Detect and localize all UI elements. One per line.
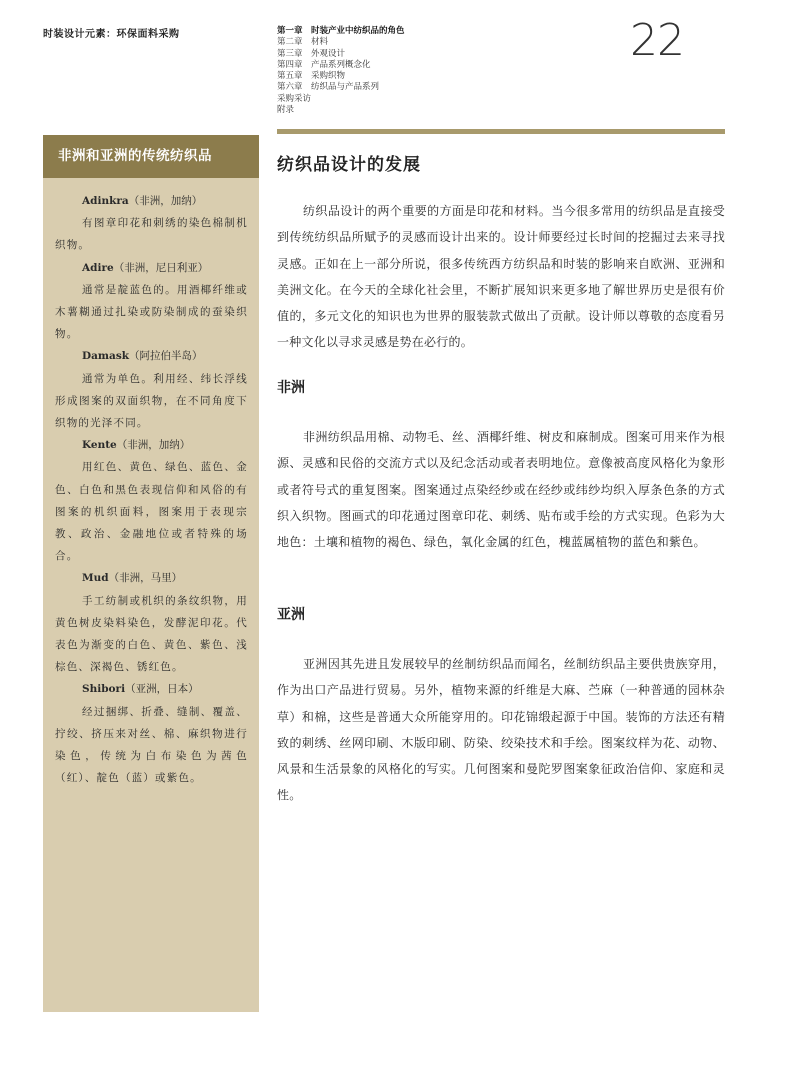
sidebar-glossary — [43, 178, 259, 1012]
glossary-description: 有图章印花和刺绣的染色棉制机织物。 — [55, 217, 248, 252]
chapter-navigation — [277, 26, 405, 116]
chapter-nav-item-4[interactable]: 第四章 产品系列概念化 — [277, 59, 371, 70]
term-name: Adinkra — [82, 195, 129, 207]
chapter-nav-item-5[interactable]: 第五章 采购织物 — [277, 71, 346, 82]
glossary-description: 用红色、黄色、绿色、蓝色、金色、白色和黑色表现信仰和风俗的有图案的机织面料，图案用于表现宗教、政治、金融地位或者特殊的场合。 — [55, 461, 248, 563]
term-name: Adire — [82, 261, 114, 274]
page-number: 22 — [630, 15, 684, 66]
section-paragraph-asia: 亚洲因其先进且发展较早的丝制纺织品而闻名，丝制纺织品主要供贵族穿用，作为出口产品进行贸易。另外，植物来源的纤维是大麻、苎麻（一种普通的园林杂草）和棉，这些是普通大众所能穿用的。印花锦缎起源于中国。装饰的方法还有精致的刺绣、丝网印刷、木版印刷、防染、绞染技术和手绘。图案纹样为花、动物、风景和生活景象的风格化的写实。几何图案和曼陀罗图案象征政治信仰、家庭和灵性。 — [277, 657, 725, 803]
chapter-nav-item-1[interactable]: 第一章 时装产业中纺织品的角色 — [277, 26, 405, 36]
term-origin: （非洲，马里） — [108, 572, 183, 585]
term-name: Shibori — [82, 683, 126, 696]
term-name: Mud — [82, 572, 109, 585]
section-paragraph-africa: 非洲纺织品用棉、动物毛、丝、酒椰纤维、树皮和麻制成。图案可用来作为根源、灵感和民俗的交流方式以及纪念活动或者表明地位。意像被高度风格化为象形或者符号式的重复图案。图案通过点染经纱或在经纱或纬纱均织入厚条色条的方式织入织物。图画式的印花通过图章印花、刺绣、贴布或手绘的方式实现。色彩为大地色：土壤和植物的褐色、绿色，氧化金属的红色，槐蓝属植物的蓝色和紫色。 — [277, 430, 725, 550]
glossary-term — [55, 434, 248, 456]
glossary-term — [55, 190, 248, 212]
chapter-nav-item-appendix[interactable]: 附录 — [277, 105, 295, 116]
section-heading-africa: 非洲 — [277, 380, 305, 396]
chapter-nav-item-3[interactable]: 第三章 外观设计 — [277, 48, 346, 59]
term-name: Kente — [82, 439, 117, 452]
glossary-term — [55, 678, 248, 700]
glossary-description: 通常是靛蓝色的。用酒椰纤维或木薯糊通过扎染或防染制成的蚕染织物。 — [55, 283, 248, 341]
header-divider-rule — [277, 129, 725, 134]
glossary-description: 手工纺制或机织的条纹织物，用黄色树皮染料染色，发酵泥印花。代表色为渐变的白色、黄色、紫色、浅棕色、深褐色、锈红色。 — [55, 594, 248, 674]
term-origin: （亚洲，日本） — [125, 683, 199, 696]
book-title: 时装设计元素：环保面料采购 — [43, 29, 180, 40]
term-origin: （非洲，尼日利亚） — [113, 261, 209, 274]
glossary-description: 通常为单色。利用经、纬长浮线形成图案的双面织物，在不同角度下织物的光泽不同。 — [55, 372, 248, 430]
intro-paragraph: 纺织品设计的两个重要的方面是印花和材料。当今很多常用的纺织品是直接受到传统纺织品所赋予的灵感而设计出来的。设计师要经过长时间的挖掘过去来寻找灵感。正如在上一部分所说，很多传统西方纺织品和时装的影响来自欧洲、亚洲和美洲文化。在今天的全球化社会里，不断扩展知识来更多地了解世界历史是很有价值的，多元文化的知识也为世界的服装款式做出了贡献。设计师以尊敬的态度看另一种文化以寻求灵感是势在必行的。 — [277, 204, 725, 350]
glossary-description: 经过捆绑、折叠、缝制、覆盖、拧绞、挤压来对丝、棉、麻织物进行染色，传统为白布染色为茜色（红）、靛色（蓝）或紫色。 — [55, 705, 248, 785]
chapter-nav-item-interview[interactable]: 采购采访 — [277, 93, 312, 104]
article-title: 纺织品设计的发展 — [277, 155, 421, 175]
term-origin: （非洲，加纳） — [128, 195, 203, 207]
chapter-nav-item-6[interactable]: 第六章 纺织品与产品系列 — [277, 82, 380, 93]
glossary-term — [55, 567, 248, 589]
glossary-term — [55, 345, 248, 367]
section-heading-asia: 亚洲 — [277, 607, 305, 623]
term-origin: （阿拉伯半岛） — [129, 350, 203, 363]
chapter-nav-item-2[interactable]: 第二章 材料 — [277, 37, 329, 48]
term-origin: （非洲，加纳） — [116, 439, 191, 452]
term-name: Damask — [82, 350, 130, 363]
glossary-term — [55, 257, 248, 279]
sidebar-title: 非洲和亚洲的传统纺织品 — [43, 135, 259, 178]
